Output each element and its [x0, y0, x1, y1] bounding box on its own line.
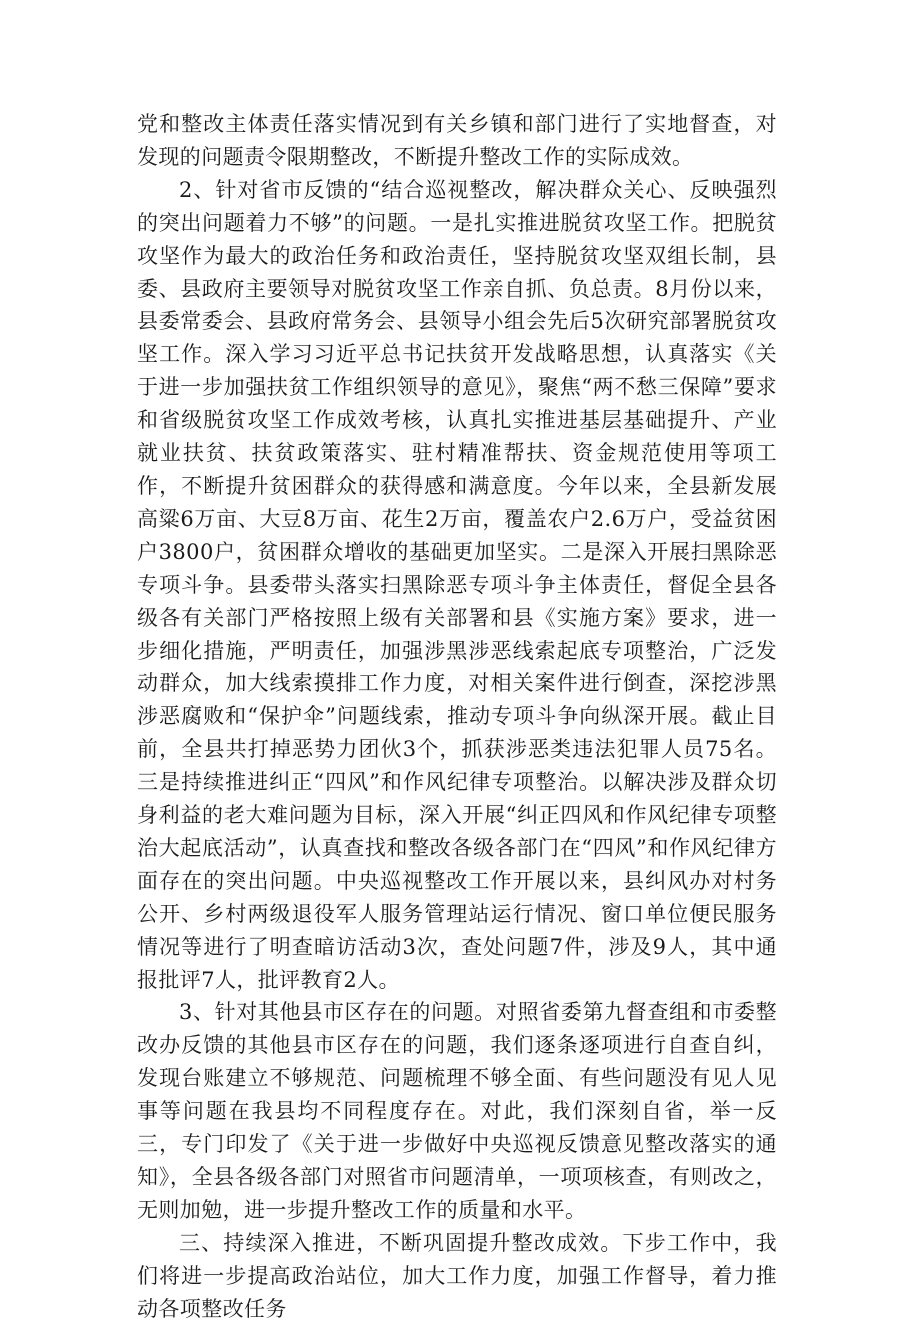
paragraph-section-3: 三、持续深入推进，不断巩固提升整改成效。下步工作中，我们将进一步提高政治站位，加大工作力度，加强工作督导，着力推动各项整改任务 [137, 1230, 777, 1321]
paragraph-continuation: 党和整改主体责任落实情况到有关乡镇和部门进行了实地督查，对发现的问题责令限期整改，不断提升整改工作的实际成效。 [137, 112, 777, 169]
paragraph-item-2: 2、针对省市反馈的“结合巡视整改，解决群众关心、反映强烈的突出问题着力不够”的问题。一是扎实推进脱贫攻坚工作。把脱贫攻坚作为最大的政治任务和政治责任，坚持脱贫攻坚双组长制，县委、县政府主要领导对脱贫攻坚工作亲自抓、负总责。8月份以来，县委常委会、县政府常务会、县领导小组会先后5次研究部署脱贫攻坚工作。深入学习习近平总书记扶贫开发战略思想，认真落实《关于进一步加强扶贫工作组织领导的意见》，聚焦“两不愁三保障”要求和省级脱贫攻坚工作成效考核，认真扎实推进基层基础提升、产业就业扶贫、扶贫政策落实、驻村精准帮扶、资金规范使用等项工作，不断提升贫困群众的获得感和满意度。今年以来，全县新发展高粱6万亩、大豆8万亩、花生2万亩，覆盖农户2.6万户，受益贫困户3800户，贫困群众增收的基础更加坚实。二是深入开展扫黑除恶专项斗争。县委带头落实扫黑除恶专项斗争主体责任，督促全县各级各有关部门严格按照上级有关部署和县《实施方案》要求，进一步细化措施，严明责任，加强涉黑涉恶线索起底专项整治，广泛发动群众，加大线索摸排工作力度，对相关案件进行倒查，深挖涉黑涉恶腐败和“保护伞”问题线索，推动专项斗争向纵深开展。截止目前，全县共打掉恶势力团伙3个，抓获涉恶类违法犯罪人员75名。三是持续推进纠正“四风”和作风纪律专项整治。以解决涉及群众切身利益的老大难问题为目标，深入开展“纠正四风和作风纪律专项整治大起底活动”，认真查找和整改各级各部门在“四风”和作风纪律方面存在的突出问题。中央巡视整改工作开展以来，县纠风办对村务公开、乡村两级退役军人服务管理站运行情况、窗口单位便民服务情况等进行了明查暗访活动3次，查处问题7件，涉及9人，其中通报批评7人，批评教育2人。 [137, 177, 777, 992]
paragraph-item-3: 3、针对其他县市区存在的问题。对照省委第九督查组和市委整改办反馈的其他县市区存在的问题，我们逐条逐项进行自查自纠，发现台账建立不够规范、问题梳理不够全面、有些问题没有见人见事等问题在我县均不同程度存在。对此，我们深刻自省，举一反三，专门印发了《关于进一步做好中央巡视反馈意见整改落实的通知》，全县各级各部门对照省市问题清单，一项项核查，有则改之，无则加勉，进一步提升整改工作的质量和水平。 [137, 1000, 777, 1222]
document-body [137, 108, 777, 1326]
